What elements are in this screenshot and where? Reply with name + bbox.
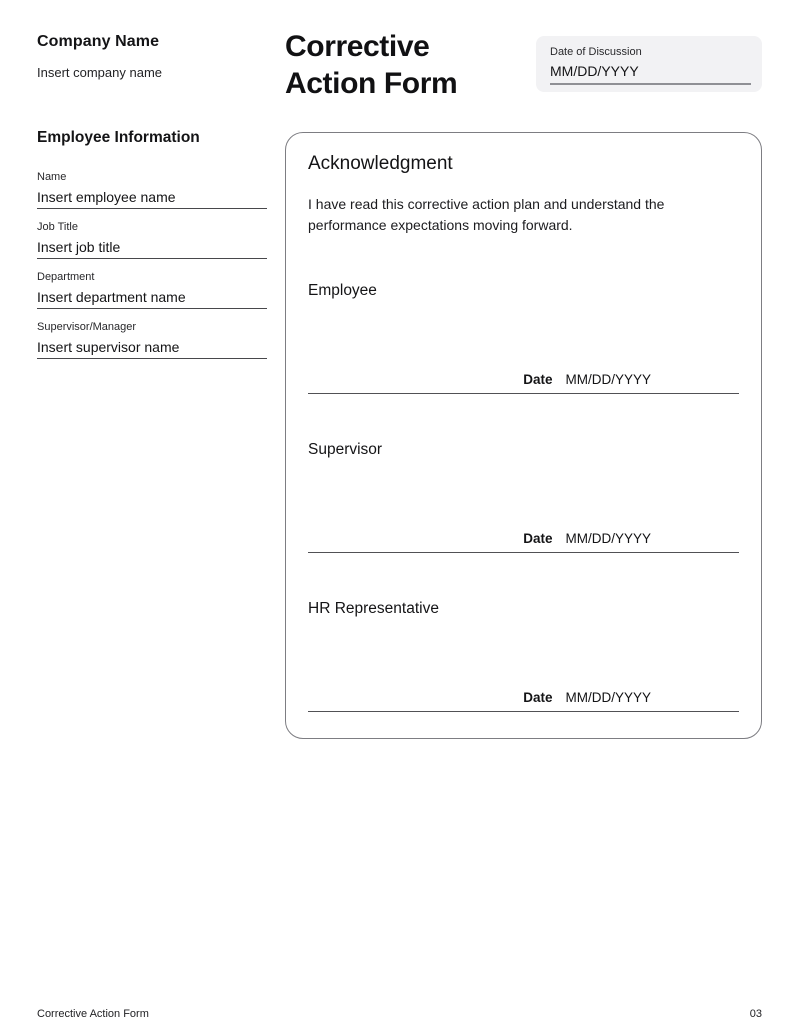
- signature-area-supervisor[interactable]: [308, 459, 739, 530]
- field-name-input[interactable]: Insert employee name: [37, 189, 267, 209]
- field-supervisor-manager-input[interactable]: Insert supervisor name: [37, 339, 267, 359]
- signature-role-hr-representative: HR Representative: [308, 600, 439, 617]
- footer-page-number: 03: [749, 1008, 762, 1020]
- signature-line-supervisor: [308, 552, 739, 553]
- signature-area-hr-representative[interactable]: [308, 618, 739, 689]
- signature-date-row: [308, 689, 739, 706]
- employee-information-section: [37, 129, 267, 371]
- date-of-discussion-label: Date of Discussion: [550, 46, 642, 58]
- date-of-discussion-box: [536, 36, 762, 92]
- signature-line-employee: [308, 393, 739, 394]
- date-label: Date: [523, 372, 553, 387]
- field-job-title: [37, 221, 267, 259]
- field-job-title-label: Job Title: [37, 221, 78, 233]
- field-department-label: Department: [37, 271, 95, 283]
- page-title: Corrective Action Form: [285, 30, 458, 100]
- field-supervisor-manager-label: Supervisor/Manager: [37, 321, 137, 333]
- date-of-discussion-field[interactable]: MM/DD/YYYY: [550, 63, 751, 85]
- date-field-employee[interactable]: MM/DD/YYYY: [565, 372, 651, 387]
- acknowledgment-body-text: I have read this corrective action plan and understand the performance expectations moving forward.: [308, 196, 665, 233]
- acknowledgment-heading: Acknowledgment: [308, 153, 453, 174]
- date-label: Date: [523, 531, 553, 546]
- signature-block-supervisor: [308, 440, 739, 553]
- field-name-label: Name: [37, 171, 67, 183]
- field-department: [37, 271, 267, 309]
- footer-document-title: Corrective Action Form: [37, 1008, 149, 1020]
- field-supervisor-manager: [37, 321, 267, 359]
- signature-date-row: [308, 371, 739, 388]
- signature-block-employee: [308, 281, 739, 394]
- page-footer: [37, 1008, 762, 1020]
- date-label: Date: [523, 690, 553, 705]
- signature-line-hr-representative: [308, 711, 739, 712]
- signature-role-employee: Employee: [308, 282, 377, 299]
- company-name-heading: Company Name: [37, 33, 160, 50]
- signature-area-employee[interactable]: [308, 300, 739, 371]
- field-job-title-input[interactable]: Insert job title: [37, 239, 267, 259]
- signature-block-hr-representative: [308, 599, 739, 712]
- acknowledgment-section: [285, 132, 762, 739]
- employee-information-heading: Employee Information: [37, 129, 200, 146]
- company-name-field[interactable]: Insert company name: [37, 65, 163, 80]
- signature-date-row: [308, 530, 739, 547]
- signature-role-supervisor: Supervisor: [308, 441, 383, 458]
- date-field-supervisor[interactable]: MM/DD/YYYY: [565, 531, 651, 546]
- company-block: [37, 33, 267, 80]
- field-department-input[interactable]: Insert department name: [37, 289, 267, 309]
- date-field-hr-representative[interactable]: MM/DD/YYYY: [565, 690, 651, 705]
- field-name: [37, 171, 267, 209]
